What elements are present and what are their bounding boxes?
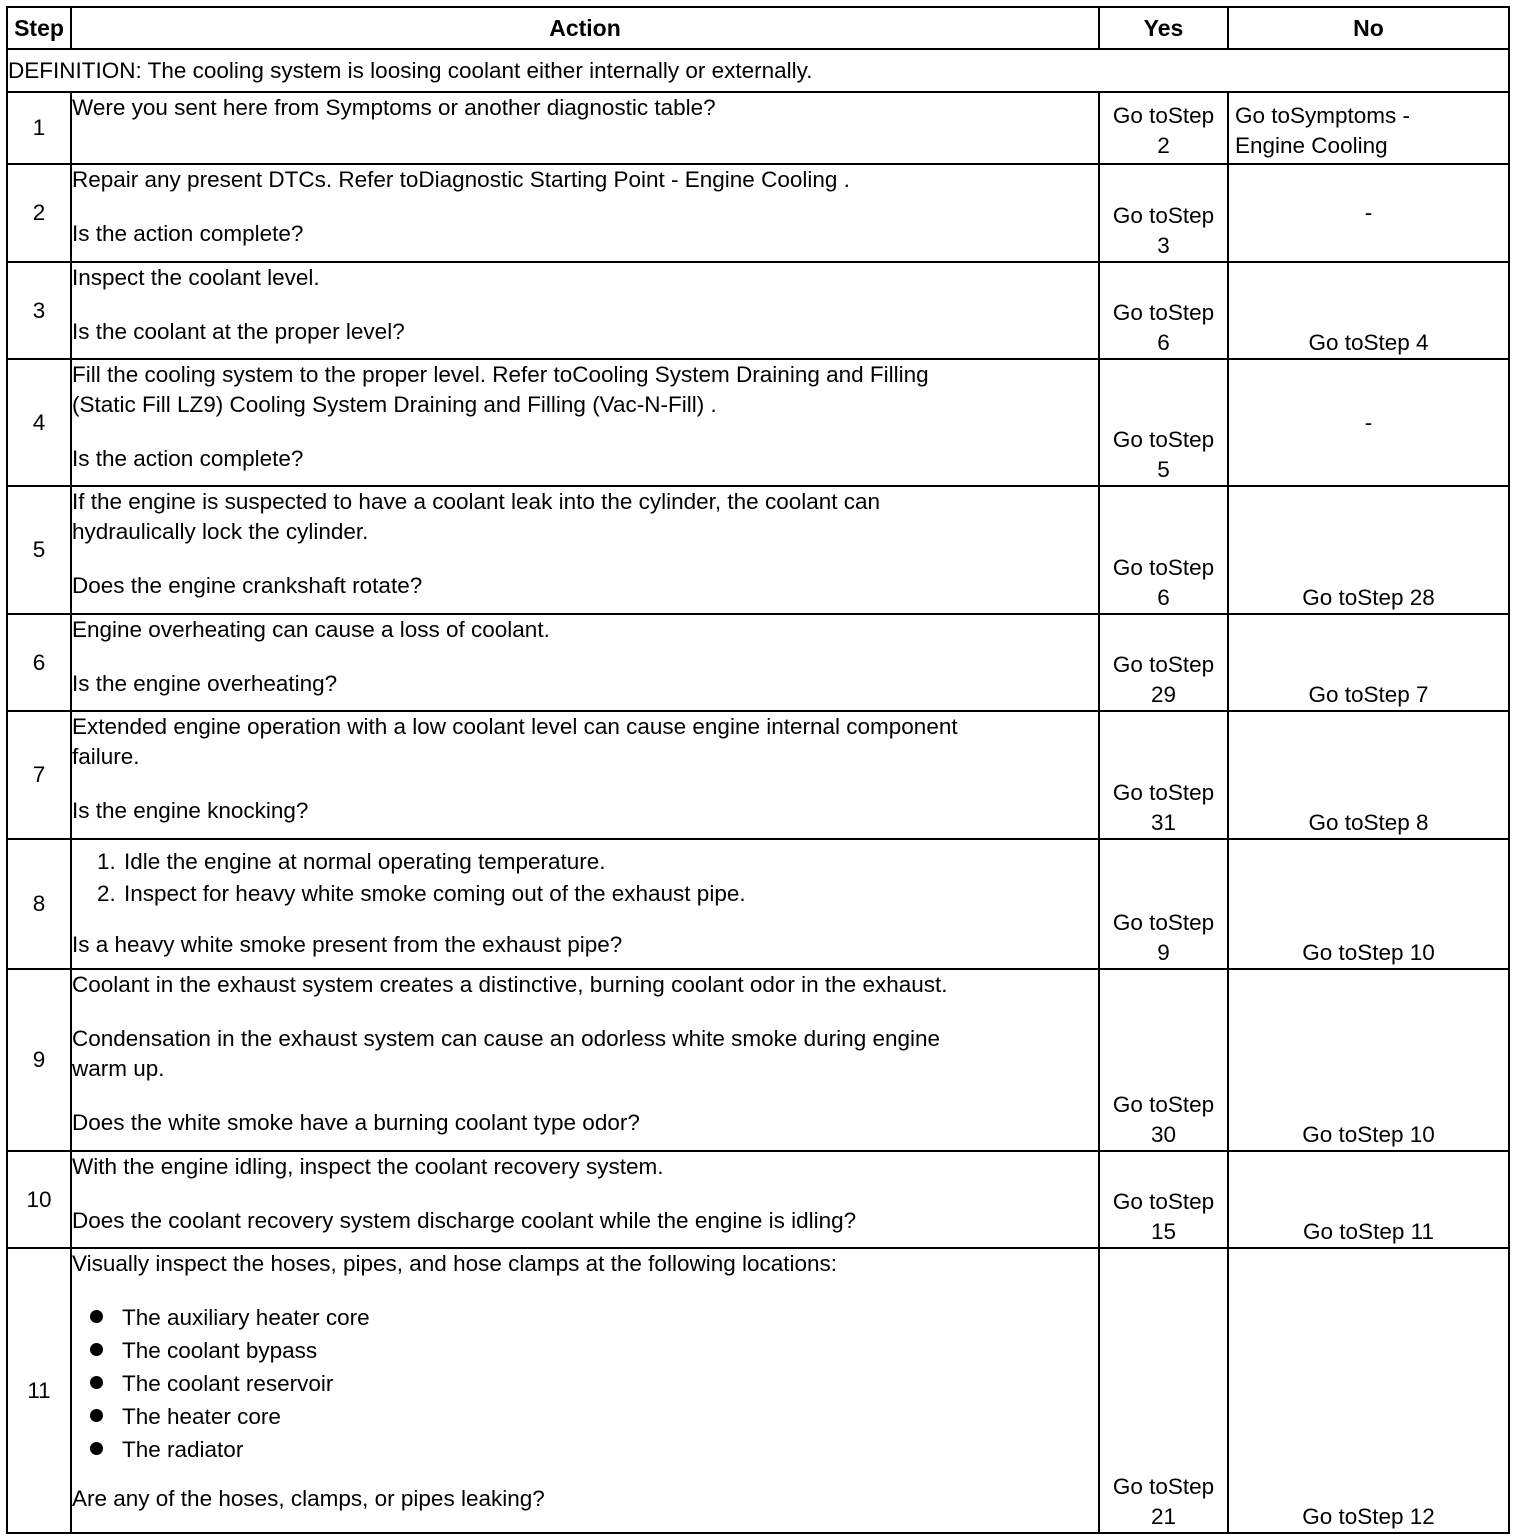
action-cell <box>71 969 1099 1151</box>
no-cell: Go toStep 28 <box>1228 486 1509 614</box>
action-text: If the engine is suspected to have a coolant leak into the cylinder, the coolant can <box>72 489 881 514</box>
action-cell <box>71 839 1099 969</box>
list-item-label: The auxiliary heater core <box>122 1305 370 1330</box>
step-number: 11 <box>7 1248 71 1533</box>
header-yes: Yes <box>1099 7 1228 49</box>
no-cell: Go toStep 10 <box>1228 839 1509 969</box>
header-no: No <box>1228 7 1509 49</box>
action-text-2: failure. <box>72 744 140 769</box>
action-text: Inspect the coolant level. <box>72 265 320 290</box>
yes-cell <box>1099 969 1228 1151</box>
table-row <box>7 1151 1509 1248</box>
table-row <box>7 92 1509 164</box>
action-cell <box>71 614 1099 711</box>
question-text: Are any of the hoses, clamps, or pipes leaking? <box>72 1486 545 1511</box>
list-item: 2. Inspect for heavy white smoke coming out of the exhaust pipe. <box>122 878 1098 910</box>
no-cell: Go toStep 8 <box>1228 711 1509 839</box>
yes-text: Go toStep <box>1112 555 1215 580</box>
bullet-icon <box>90 1310 103 1323</box>
question-text: Is the action complete? <box>72 221 304 246</box>
yes-text: Go toStep <box>1112 1189 1215 1214</box>
no-cell: Go toStep 12 <box>1228 1248 1509 1533</box>
numbered-list <box>72 846 1098 910</box>
yes-step-number: 6 <box>1157 330 1170 355</box>
list-item <box>122 1433 1098 1466</box>
action-text: Visually inspect the hoses, pipes, and hose clamps at the following locations: <box>72 1251 838 1276</box>
definition-text: DEFINITION: The cooling system is loosing coolant either internally or externally. <box>7 49 1509 92</box>
definition-row <box>7 49 1509 92</box>
diagnostic-table <box>6 6 1510 1534</box>
yes-cell <box>1099 262 1228 359</box>
action-cell <box>71 486 1099 614</box>
action-cell <box>71 1248 1099 1533</box>
step-number: 10 <box>7 1151 71 1248</box>
no-cell: Go toStep 4 <box>1228 262 1509 359</box>
action-text: Repair any present DTCs. Refer toDiagnostic Starting Point - Engine Cooling . <box>72 167 850 192</box>
step-number: 3 <box>7 262 71 359</box>
yes-cell <box>1099 359 1228 486</box>
yes-text: Go toStep <box>1112 910 1215 935</box>
no-text: Go toSymptoms - <box>1235 103 1411 128</box>
action-cell <box>71 359 1099 486</box>
table-row <box>7 614 1509 711</box>
question-text: Is a heavy white smoke present from the exhaust pipe? <box>72 932 623 957</box>
action-text: Were you sent here from Symptoms or another diagnostic table? <box>72 95 716 120</box>
step-number: 4 <box>7 359 71 486</box>
step-number: 7 <box>7 711 71 839</box>
step-number: 5 <box>7 486 71 614</box>
step-number: 6 <box>7 614 71 711</box>
no-cell: Go toStep 11 <box>1228 1151 1509 1248</box>
no-cell: Go toStep 7 <box>1228 614 1509 711</box>
yes-text: Go toStep <box>1112 203 1215 228</box>
action-cell <box>71 1151 1099 1248</box>
yes-cell <box>1099 614 1228 711</box>
yes-text: Go toStep <box>1112 103 1215 128</box>
step-number: 1 <box>7 92 71 164</box>
table-row <box>7 1248 1509 1533</box>
yes-text: Go toStep <box>1112 427 1215 452</box>
list-item <box>122 1301 1098 1334</box>
action-text-2: Condensation in the exhaust system can cause an odorless white smoke during engine <box>72 1026 941 1051</box>
action-text: With the engine idling, inspect the coolant recovery system. <box>72 1154 664 1179</box>
action-cell <box>71 164 1099 262</box>
header-step: Step <box>7 7 71 49</box>
action-text: Extended engine operation with a low coolant level can cause engine internal component <box>72 714 958 739</box>
question-text: Does the coolant recovery system discharge coolant while the engine is idling? <box>72 1208 857 1233</box>
bullet-icon <box>90 1442 103 1455</box>
action-text: Engine overheating can cause a loss of coolant. <box>72 617 550 642</box>
yes-cell <box>1099 164 1228 262</box>
yes-cell <box>1099 1248 1228 1533</box>
yes-text: Go toStep <box>1112 1092 1215 1117</box>
list-item-label: The coolant reservoir <box>122 1371 334 1396</box>
list-item <box>122 1367 1098 1400</box>
yes-step-number: 2 <box>1157 133 1170 158</box>
list-item-label: The heater core <box>122 1404 281 1429</box>
action-cell <box>71 262 1099 359</box>
action-text-3: warm up. <box>72 1056 165 1081</box>
no-text-2: Engine Cooling <box>1235 133 1388 158</box>
yes-step-number: 15 <box>1150 1219 1177 1244</box>
yes-step-number: 31 <box>1150 810 1177 835</box>
table-row <box>7 839 1509 969</box>
no-cell: Go toStep 10 <box>1228 969 1509 1151</box>
list-item-label: The coolant bypass <box>122 1338 318 1363</box>
action-text-2: (Static Fill LZ9) Cooling System Draining and Filling (Vac-N-Fill) . <box>72 392 717 417</box>
yes-cell <box>1099 1151 1228 1248</box>
header-row <box>7 7 1509 49</box>
yes-step-number: 3 <box>1157 233 1170 258</box>
yes-text: Go toStep <box>1112 1474 1215 1499</box>
table-row <box>7 262 1509 359</box>
table-row <box>7 164 1509 262</box>
action-cell <box>71 92 1099 164</box>
table-row <box>7 969 1509 1151</box>
table-row <box>7 711 1509 839</box>
yes-step-number: 30 <box>1150 1122 1177 1147</box>
yes-cell <box>1099 486 1228 614</box>
question-text: Is the action complete? <box>72 446 304 471</box>
no-cell: - <box>1228 164 1509 262</box>
action-text-2: hydraulically lock the cylinder. <box>72 519 369 544</box>
question-text: Is the engine overheating? <box>72 671 338 696</box>
table-row <box>7 359 1509 486</box>
question-text: Is the engine knocking? <box>72 798 309 823</box>
yes-cell <box>1099 839 1228 969</box>
yes-text: Go toStep <box>1112 780 1215 805</box>
question-text: Is the coolant at the proper level? <box>72 319 405 344</box>
yes-step-number: 29 <box>1150 682 1177 707</box>
no-cell: - <box>1228 359 1509 486</box>
yes-text: Go toStep <box>1112 652 1215 677</box>
yes-step-number: 21 <box>1150 1504 1177 1529</box>
no-cell <box>1228 92 1509 164</box>
yes-cell <box>1099 711 1228 839</box>
list-item: 1. Idle the engine at normal operating temperature. <box>122 846 1098 878</box>
bullet-icon <box>90 1343 103 1356</box>
question-text: Does the engine crankshaft rotate? <box>72 573 423 598</box>
list-item-label: The radiator <box>122 1437 244 1462</box>
header-action: Action <box>71 7 1099 49</box>
table-row <box>7 486 1509 614</box>
yes-cell <box>1099 92 1228 164</box>
yes-step-number: 6 <box>1157 585 1170 610</box>
step-number: 2 <box>7 164 71 262</box>
action-text: Fill the cooling system to the proper level. Refer toCooling System Draining and Filling <box>72 362 929 387</box>
yes-step-number: 9 <box>1157 940 1170 965</box>
yes-text: Go toStep <box>1112 300 1215 325</box>
list-item <box>122 1334 1098 1367</box>
bullet-list <box>72 1301 1098 1466</box>
action-cell <box>71 711 1099 839</box>
list-item <box>122 1400 1098 1433</box>
bullet-icon <box>90 1409 103 1422</box>
step-number: 8 <box>7 839 71 969</box>
action-text: Coolant in the exhaust system creates a distinctive, burning coolant odor in the exhaust. <box>72 972 948 997</box>
yes-step-number: 5 <box>1157 457 1170 482</box>
question-text: Does the white smoke have a burning coolant type odor? <box>72 1110 640 1135</box>
step-number: 9 <box>7 969 71 1151</box>
bullet-icon <box>90 1376 103 1389</box>
